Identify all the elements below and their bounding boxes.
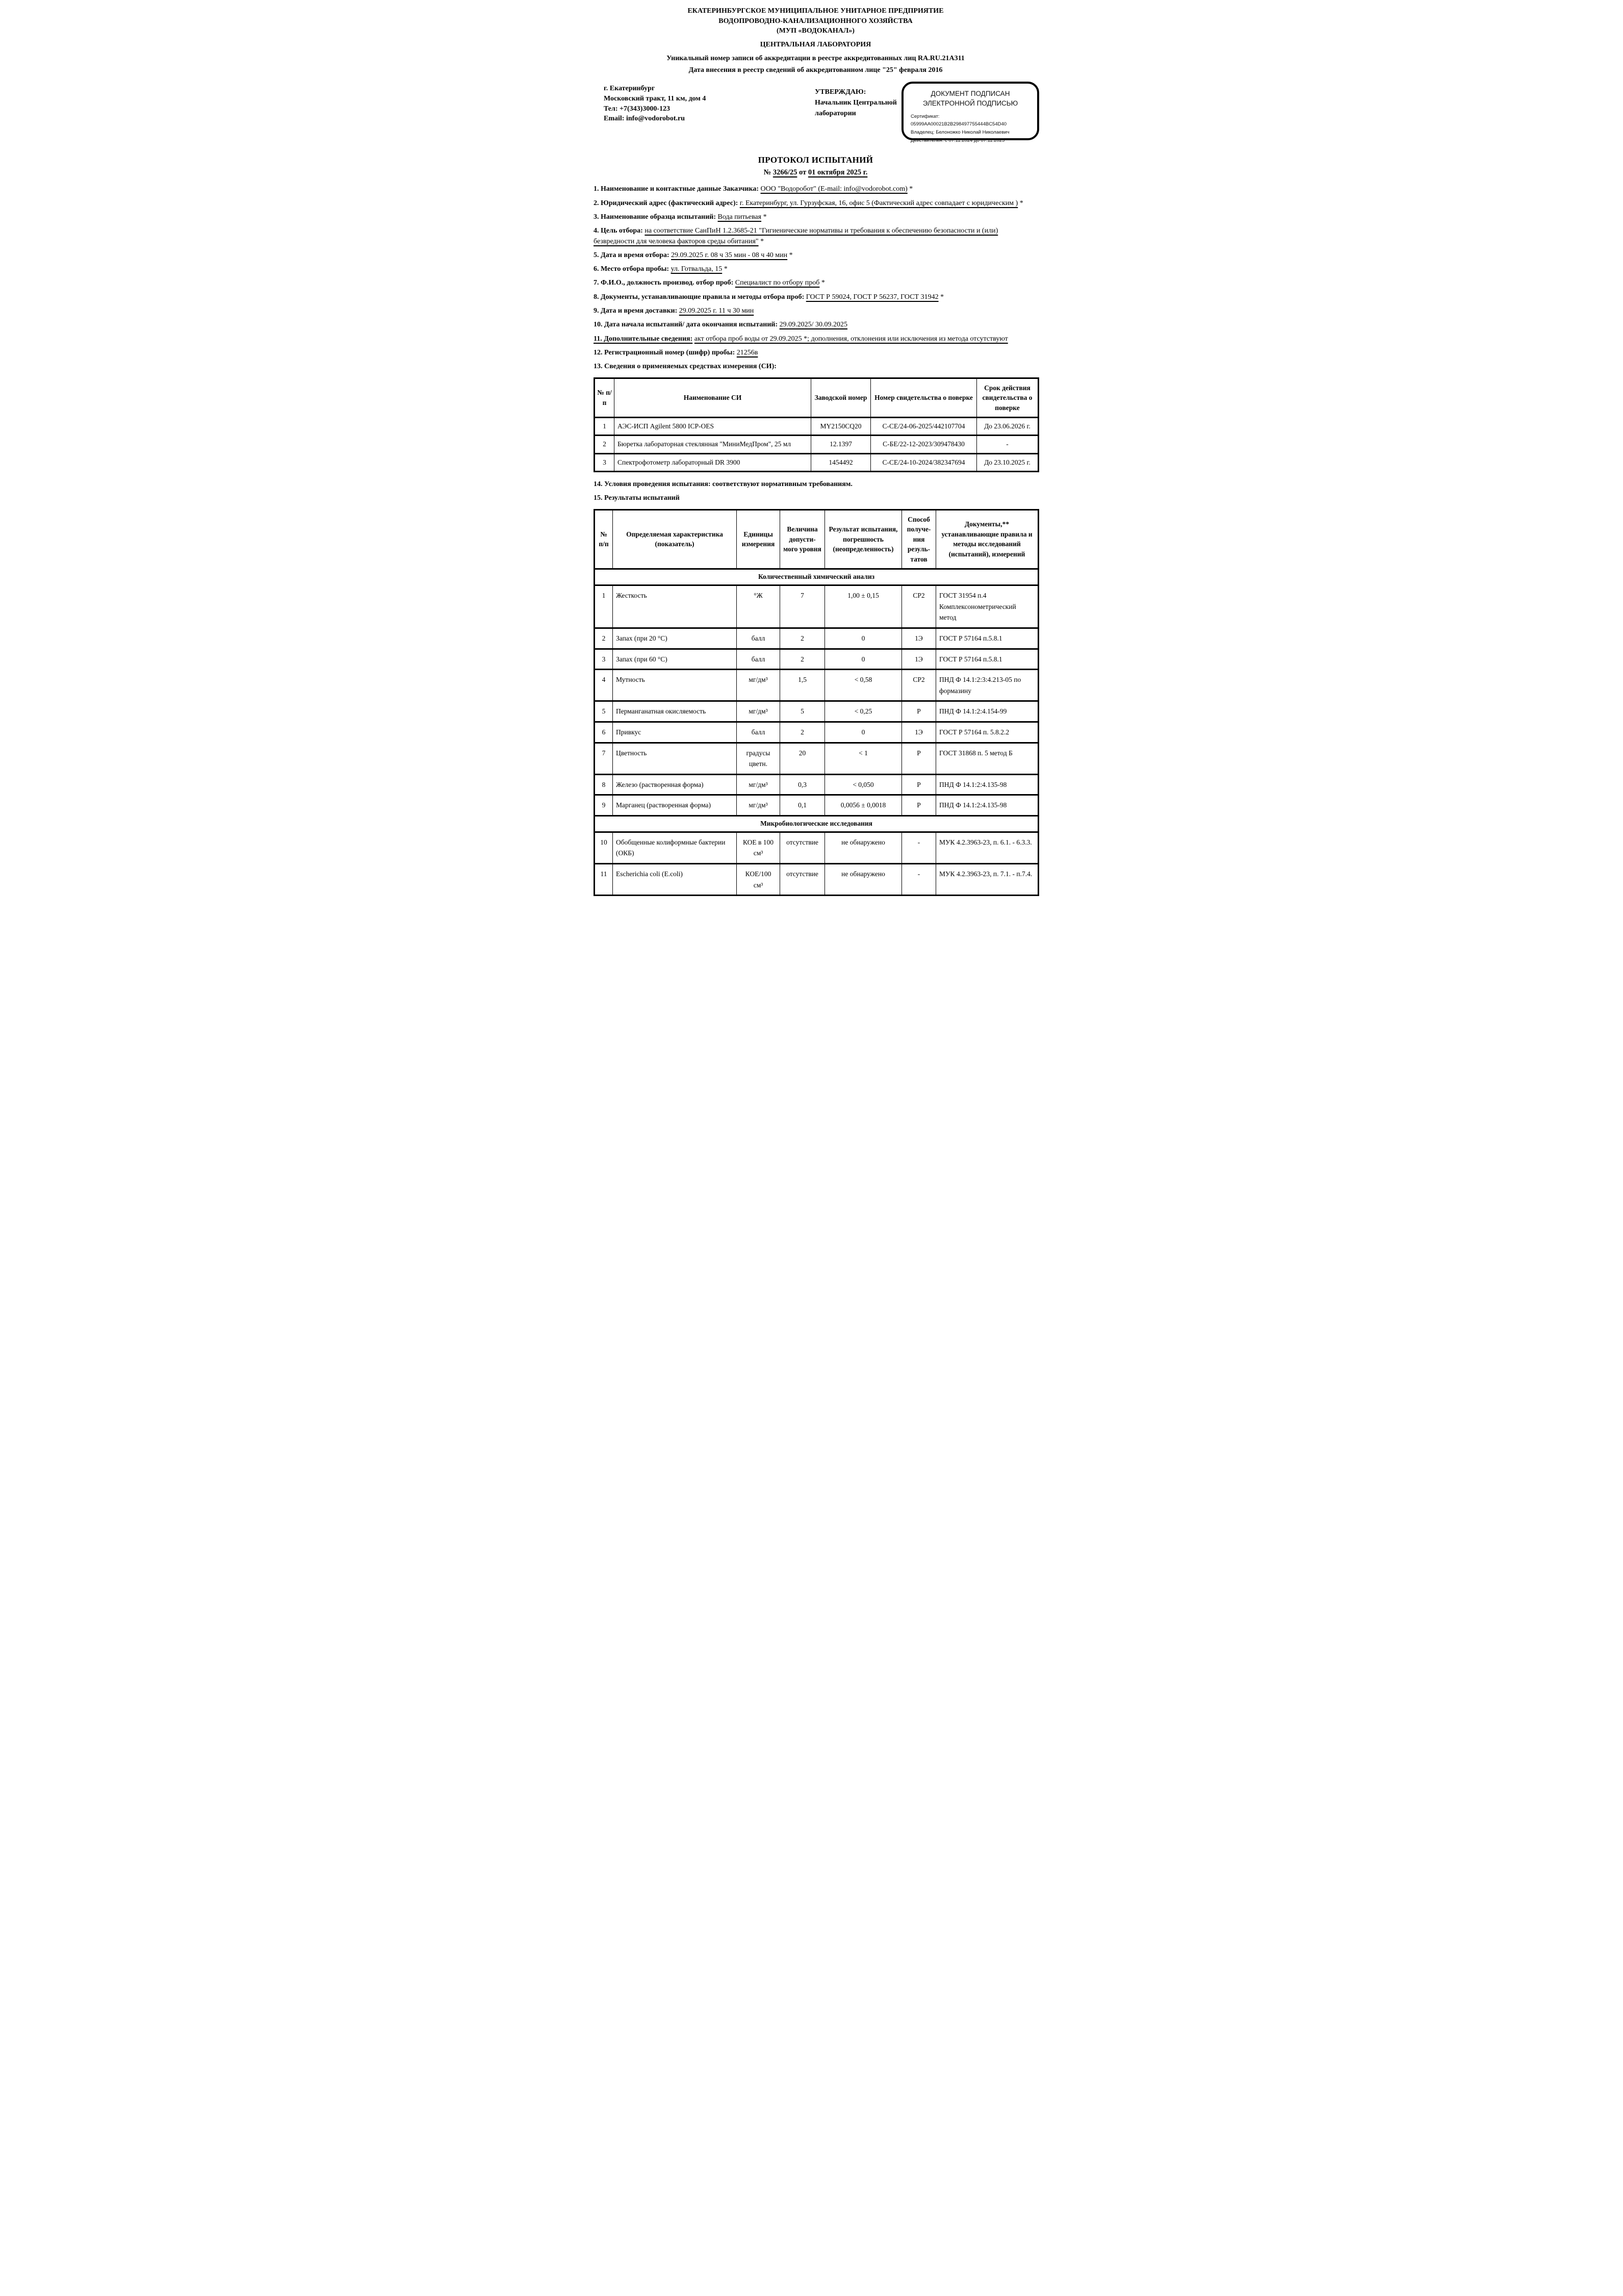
cell: С-СЕ/24-06-2025/442107704 (871, 418, 977, 436)
cell: 2 (595, 436, 614, 453)
cell: КОЕ/100 см³ (737, 864, 780, 896)
contact-phone: Тел: +7(343)3000-123 (604, 105, 670, 113)
protocol-number: 3266/25 (772, 168, 797, 177)
cell: Запах (при 20 °С) (613, 628, 737, 649)
item-6 (594, 264, 1038, 274)
cell: До 23.10.2025 г. (977, 453, 1039, 471)
item-15 (594, 493, 1038, 503)
si-header-name: Наименование СИ (614, 378, 811, 418)
cell: отсутствие (780, 864, 825, 896)
org-name-line-1: ЕКАТЕРИНБУРГСКОЕ МУНИЦИПАЛЬНОЕ УНИТАРНОЕ ПРЕДПРИЯТИЕ (687, 7, 944, 15)
result-row-4 (595, 670, 1039, 701)
item-6-value: ул. Готвальда, 15 (671, 265, 723, 273)
cell: Escherichia coli (E.coli) (613, 864, 737, 896)
item-3-suffix: * (761, 213, 767, 221)
cell: Бюретка лабораторная стеклянная "МиниМедПром", 25 мл (614, 436, 811, 453)
cell: Запах (при 60 °С) (613, 649, 737, 670)
cell: ПНД Ф 14.1:2:4.154-99 (936, 701, 1039, 722)
item-4 (594, 226, 1038, 247)
cell: °Ж (737, 585, 780, 628)
cell: мг/дм³ (737, 774, 780, 795)
cell: балл (737, 628, 780, 649)
si-row-2 (595, 436, 1039, 453)
cell: - (902, 832, 936, 863)
cell: С-БЕ/22-12-2023/309478430 (871, 436, 977, 453)
cell: 0,3 (780, 774, 825, 795)
cell: MY2150CQ20 (811, 418, 871, 436)
org-name-line-2: ВОДОПРОВОДНО-КАНАЛИЗАЦИОННОГО ХОЗЯЙСТВА (718, 17, 913, 25)
cell: 5 (595, 701, 613, 722)
cell: Марганец (растворенная форма) (613, 795, 737, 816)
cell: СР2 (902, 670, 936, 701)
protocol-document (541, 0, 1082, 911)
cell: Жесткость (613, 585, 737, 628)
item-2-value: г. Екатеринбург, ул. Гурзуфская, 16, офис 5 (Фактический адрес совпадает с юридическим ) (739, 199, 1018, 207)
item-12-label: 12. Регистрационный номер (шифр) пробы: (594, 348, 735, 356)
cell: 7 (595, 743, 613, 774)
item-8-value: ГОСТ Р 59024, ГОСТ Р 56237, ГОСТ 31942 (806, 293, 939, 301)
item-9-value: 29.09.2025 г. 11 ч 30 мин (679, 307, 754, 315)
cell: 0 (825, 628, 902, 649)
cell: < 0,050 (825, 774, 902, 795)
cell: Р (902, 743, 936, 774)
approval-role-line-1: Начальник Центральной (815, 99, 897, 107)
cell: 4 (595, 670, 613, 701)
cell: 0 (825, 722, 902, 743)
item-11-label: 11. Дополнительные сведения: (594, 335, 693, 343)
cell: ГОСТ 31954 п.4 Комплексонометрический метод (936, 585, 1039, 628)
cell: 1Э (902, 722, 936, 743)
results-header-method-type: Способ получе-ния резуль-татов (902, 509, 936, 569)
contact-email: Email: info@vodorobot.ru (604, 115, 685, 123)
cell: 0,1 (780, 795, 825, 816)
si-row-3 (595, 453, 1039, 471)
item-10 (594, 320, 1038, 330)
top-info-block (594, 82, 1038, 149)
org-name-line-3: (МУП «ВОДОКАНАЛ») (777, 27, 855, 35)
item-3-value: Вода питьевая (717, 213, 762, 221)
cell: До 23.06.2026 г. (977, 418, 1039, 436)
item-12 (594, 348, 1038, 358)
item-5-value: 29.09.2025 г. 08 ч 35 мин - 08 ч 40 мин (671, 251, 788, 259)
item-8-label: 8. Документы, устанавливающие правила и методы отбора проб: (594, 293, 805, 301)
cell: ГОСТ Р 57164 п.5.8.1 (936, 649, 1039, 670)
cell: КОЕ в 100 см³ (737, 832, 780, 863)
cell: С-СЕ/24-10-2024/382347694 (871, 453, 977, 471)
cell: 1Э (902, 628, 936, 649)
cell: Спектрофотометр лабораторный DR 3900 (614, 453, 811, 471)
protocol-items (594, 184, 1038, 896)
result-row-3 (595, 649, 1039, 670)
item-5-suffix: * (787, 251, 793, 259)
contact-city: г. Екатеринбург (604, 85, 655, 93)
cell: 10 (595, 832, 613, 863)
accreditation-date-line: Дата внесения в реестр сведений об аккредитованном лице "25" февраля 2016 (688, 66, 943, 74)
item-8-suffix: * (938, 293, 944, 301)
item-4-label: 4. Цель отбора: (594, 227, 643, 235)
cell: ГОСТ 31868 п. 5 метод Б (936, 743, 1039, 774)
si-header-row (595, 378, 1039, 418)
item-3-label: 3. Наименование образца испытаний: (594, 213, 716, 221)
cell: не обнаружено (825, 864, 902, 896)
cell: 1Э (902, 649, 936, 670)
protocol-of: от (797, 168, 808, 177)
section-title-chemical: Количественный химический анализ (595, 569, 1039, 585)
cell: СР2 (902, 585, 936, 628)
cell: 2 (595, 628, 613, 649)
results-header-limit: Величина допусти-мого уровня (780, 509, 825, 569)
cell: МУК 4.2.3963-23, п. 7.1. - п.7.4. (936, 864, 1039, 896)
si-row-1 (595, 418, 1039, 436)
result-row-6 (595, 722, 1039, 743)
cell: 0 (825, 649, 902, 670)
cell: мг/дм³ (737, 701, 780, 722)
section-row-chemical (595, 569, 1039, 585)
cell: балл (737, 722, 780, 743)
cell: не обнаружено (825, 832, 902, 863)
item-7-label: 7. Ф.И.О., должность производ. отбор проб: (594, 279, 734, 287)
item-1-suffix: * (907, 185, 913, 193)
cell: мг/дм³ (737, 670, 780, 701)
item-15-label: 15. Результаты испытаний (594, 494, 680, 502)
si-header-cert: Номер свидетельства о поверке (871, 378, 977, 418)
section-row-microbiological (595, 815, 1039, 832)
cell: ГОСТ Р 57164 п. 5.8.2.2 (936, 722, 1039, 743)
cell: мг/дм³ (737, 795, 780, 816)
item-2-label: 2. Юридический адрес (фактический адрес): (594, 199, 738, 207)
results-header-result: Результат испытания, погрешность (неопределенность) (825, 509, 902, 569)
cell: < 0,58 (825, 670, 902, 701)
protocol-number-prefix: № (763, 168, 773, 177)
item-6-label: 6. Место отбора пробы: (594, 265, 669, 273)
cell: 1 (595, 585, 613, 628)
result-row-5 (595, 701, 1039, 722)
result-row-9 (595, 795, 1039, 816)
cell: Р (902, 795, 936, 816)
results-header-documents: Документы,** устанавливающие правила и методы исследований (испытаний), измерений (936, 509, 1039, 569)
cell: Р (902, 774, 936, 795)
si-header-valid: Срок действия свидетельства о поверке (977, 378, 1039, 418)
cell: ПНД Ф 14.1:2:4.135-98 (936, 795, 1039, 816)
document-header (594, 6, 1038, 75)
cell: МУК 4.2.3963-23, п. 6.1. - 6.3.3. (936, 832, 1039, 863)
cell: АЭС-ИСП Agilent 5800 ICP-OES (614, 418, 811, 436)
cell: < 0,25 (825, 701, 902, 722)
item-11 (594, 334, 1038, 344)
contact-address: Московский тракт, 11 км, дом 4 (604, 94, 706, 103)
item-9-label: 9. Дата и время доставки: (594, 307, 678, 315)
result-row-11 (595, 864, 1039, 896)
item-2 (594, 198, 1038, 209)
item-10-label: 10. Дата начала испытаний/ дата окончания испытаний: (594, 321, 778, 329)
accreditation-number-line: Уникальный номер записи об аккредитации в реестре аккредитованных лиц RA.RU.21A311 (666, 55, 965, 63)
cell: 7 (780, 585, 825, 628)
cell: отсутствие (780, 832, 825, 863)
si-header-serial: Заводской номер (811, 378, 871, 418)
item-1-value: ООО "Водоробот" (E-mail: info@vodorobot.com) (760, 185, 908, 193)
result-row-2 (595, 628, 1039, 649)
item-7-value: Специалист по отбору проб (735, 279, 820, 287)
cell: Железо (растворенная форма) (613, 774, 737, 795)
cell: Перманганатная окисляемость (613, 701, 737, 722)
cell: 0,0056 ± 0,0018 (825, 795, 902, 816)
stamp-title-line-1: ДОКУМЕНТ ПОДПИСАН (931, 90, 1010, 98)
result-row-7 (595, 743, 1039, 774)
cell: 11 (595, 864, 613, 896)
item-3 (594, 212, 1038, 222)
cell: ПНД Ф 14.1:2:3:4.213-05 по формазину (936, 670, 1039, 701)
results-header-units: Единицы измерения (737, 509, 780, 569)
lab-contacts (604, 84, 706, 123)
si-table (594, 377, 1039, 472)
protocol-title-block (594, 155, 1038, 177)
item-14 (594, 479, 1038, 490)
cell: Р (902, 701, 936, 722)
cell: 5 (780, 701, 825, 722)
stamp-meta (911, 113, 1032, 145)
cell: 6 (595, 722, 613, 743)
electronic-signature-stamp (901, 82, 1039, 143)
item-11-value: акт отбора проб воды от 29.09.2025 *; дополнения, отклонения или исключения из метода отсутствуют (694, 335, 1008, 343)
cell: ГОСТ Р 57164 п.5.8.1 (936, 628, 1039, 649)
cell: 3 (595, 649, 613, 670)
result-row-8 (595, 774, 1039, 795)
protocol-title: ПРОТОКОЛ ИСПЫТАНИЙ (758, 155, 873, 165)
approval-block (815, 87, 897, 119)
stamp-owner: Владелец: Белоножко Николай Николаевич (911, 130, 1010, 136)
stamp-validity: Действителен: с 07.11.2024 до 07.11.2025 (911, 137, 1005, 143)
cell: Привкус (613, 722, 737, 743)
item-10-value: 29.09.2025/ 30.09.2025 (779, 321, 848, 329)
cell: 2 (780, 649, 825, 670)
cell: ПНД Ф 14.1:2:4.135-98 (936, 774, 1039, 795)
cell: 20 (780, 743, 825, 774)
item-7-suffix: * (819, 279, 825, 287)
item-5 (594, 250, 1038, 261)
stamp-title (904, 89, 1037, 108)
item-1 (594, 184, 1038, 194)
results-header-row (595, 509, 1039, 569)
protocol-number-line (594, 168, 1038, 177)
stamp-title-line-2: ЭЛЕКТРОННОЙ ПОДПИСЬЮ (922, 99, 1018, 107)
item-2-suffix: * (1018, 199, 1023, 207)
item-8 (594, 292, 1038, 302)
lab-name: ЦЕНТРАЛЬНАЯ ЛАБОРАТОРИЯ (760, 40, 871, 48)
item-13 (594, 362, 1038, 372)
item-1-label: 1. Наименование и контактные данные Заказчика: (594, 185, 759, 193)
cell: градусы цветн. (737, 743, 780, 774)
protocol-date: 01 октября 2025 г. (808, 168, 868, 177)
item-6-suffix: * (722, 265, 728, 273)
cell: Цветность (613, 743, 737, 774)
item-13-label: 13. Сведения о применяемых средствах измерения (СИ): (594, 363, 777, 371)
cell: - (977, 436, 1039, 453)
item-9 (594, 306, 1038, 316)
cell: 1,00 ± 0,15 (825, 585, 902, 628)
cell: Обобщенные колиформные бактерии (ОКБ) (613, 832, 737, 863)
cell: балл (737, 649, 780, 670)
si-header-num: № п/п (595, 378, 614, 418)
cell: Мутность (613, 670, 737, 701)
approval-role-line-2: лаборатории (815, 110, 856, 118)
cell: < 1 (825, 743, 902, 774)
item-14-label: 14. Условия проведения испытания: (594, 480, 711, 488)
cell: 1 (595, 418, 614, 436)
cell: 8 (595, 774, 613, 795)
cell: 12.1397 (811, 436, 871, 453)
result-row-10 (595, 832, 1039, 863)
cell: 1454492 (811, 453, 871, 471)
item-4-value: на соответствие СанПиН 1.2.3685-21 "Гигиенические нормативы и требования к обеспечению безопасности и (или) безвредности для человека факторов среды обитания" (594, 227, 998, 245)
section-title-microbiological: Микробиологические исследования (595, 815, 1039, 832)
item-4-suffix: * (758, 237, 764, 245)
approval-title: УТВЕРЖДАЮ: (815, 88, 866, 96)
stamp-certificate: Сертификат: 05999AA00021B2B298497755444BC54D40 (911, 113, 1007, 127)
cell: 2 (780, 628, 825, 649)
cell: 9 (595, 795, 613, 816)
results-header-num: № п/п (595, 509, 613, 569)
results-table (594, 509, 1039, 897)
cell: 2 (780, 722, 825, 743)
result-row-1 (595, 585, 1039, 628)
cell: - (902, 864, 936, 896)
item-5-label: 5. Дата и время отбора: (594, 251, 669, 259)
cell: 1,5 (780, 670, 825, 701)
results-header-characteristic: Определяемая характеристика (показатель) (613, 509, 737, 569)
item-7 (594, 278, 1038, 288)
item-14-value: соответствуют нормативным требованиям. (710, 480, 853, 488)
item-12-value: 21256в (736, 348, 758, 356)
cell: 3 (595, 453, 614, 471)
